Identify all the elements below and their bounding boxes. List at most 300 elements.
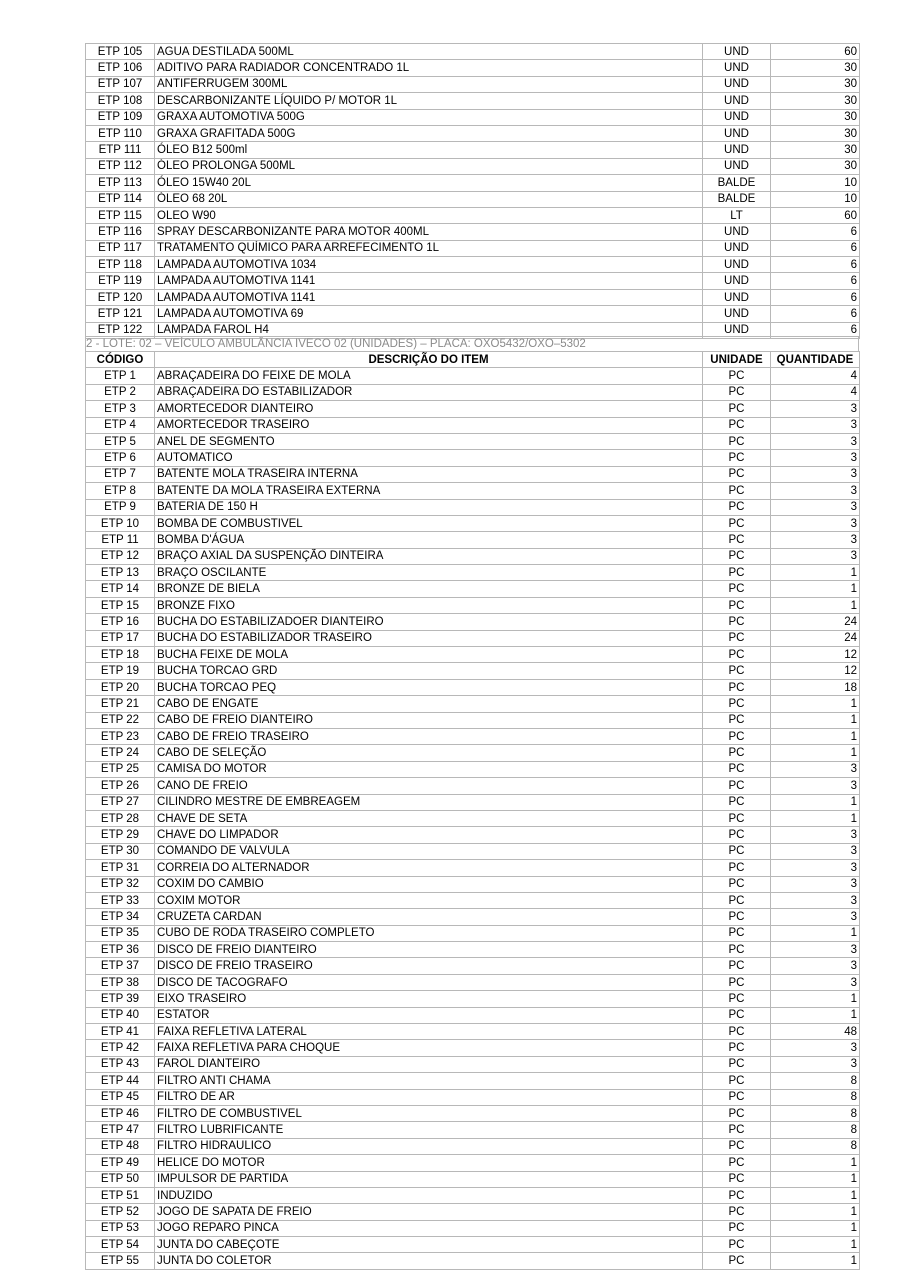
item-description: BRAÇO AXIAL DA SUSPENÇÃO DINTEIRA — [155, 548, 703, 564]
table-row — [86, 728, 860, 744]
item-description: ESTATOR — [155, 1007, 703, 1023]
item-unit: PC — [703, 515, 771, 531]
item-quantity: 24 — [771, 614, 860, 630]
table-row — [86, 614, 860, 630]
item-unit: PC — [703, 1138, 771, 1154]
item-quantity: 48 — [771, 1024, 860, 1040]
item-unit: PC — [703, 909, 771, 925]
lot-2-title: 2 - LOTE: 02 – VEÍCULO AMBULÂNCIA IVECO 02 (UNIDADES) – PLACA: OXO5432/OXO–5302 — [85, 336, 859, 351]
table-row — [86, 958, 860, 974]
item-quantity: 60 — [771, 44, 860, 60]
item-quantity: 3 — [771, 466, 860, 482]
item-unit: PC — [703, 925, 771, 941]
item-code: ETP 109 — [86, 109, 155, 125]
item-description: CHAVE DO LIMPADOR — [155, 827, 703, 843]
item-description: COMANDO DE VALVULA — [155, 843, 703, 859]
item-unit: PC — [703, 1040, 771, 1056]
table-row — [86, 679, 860, 695]
item-code: ETP 49 — [86, 1155, 155, 1171]
item-quantity: 1 — [771, 728, 860, 744]
table-row — [86, 450, 860, 466]
item-unit: PC — [703, 1122, 771, 1138]
item-unit: UND — [703, 257, 771, 273]
item-quantity: 8 — [771, 1089, 860, 1105]
items-table-body — [86, 368, 860, 1269]
item-quantity: 1 — [771, 991, 860, 1007]
item-code: ETP 1 — [86, 368, 155, 384]
item-unit: PC — [703, 384, 771, 400]
item-quantity: 3 — [771, 515, 860, 531]
item-quantity: 6 — [771, 322, 860, 338]
item-quantity: 3 — [771, 499, 860, 515]
table-row — [86, 109, 860, 125]
item-code: ETP 46 — [86, 1105, 155, 1121]
table-row — [86, 1122, 860, 1138]
item-quantity: 3 — [771, 860, 860, 876]
item-description: BUCHA TORCAO GRD — [155, 663, 703, 679]
item-unit: PC — [703, 712, 771, 728]
item-description: BRONZE DE BIELA — [155, 581, 703, 597]
item-unit: UND — [703, 322, 771, 338]
table-row — [86, 191, 860, 207]
item-quantity: 8 — [771, 1073, 860, 1089]
item-unit: PC — [703, 1089, 771, 1105]
item-code: ETP 13 — [86, 565, 155, 581]
table-row — [86, 515, 860, 531]
item-description: CRUZETA CARDAN — [155, 909, 703, 925]
table-row — [86, 597, 860, 613]
table-row — [86, 942, 860, 958]
item-description: BRAÇO OSCILANTE — [155, 565, 703, 581]
item-unit: PC — [703, 745, 771, 761]
item-unit: PC — [703, 466, 771, 482]
item-code: ETP 18 — [86, 647, 155, 663]
item-quantity: 6 — [771, 224, 860, 240]
table-row — [86, 532, 860, 548]
table-row — [86, 1007, 860, 1023]
item-description: ÓLEO 68 20L — [155, 191, 703, 207]
table-row — [86, 384, 860, 400]
item-description: BUCHA DO ESTABILIZADOR TRASEIRO — [155, 630, 703, 646]
table-row — [86, 1155, 860, 1171]
item-unit: PC — [703, 565, 771, 581]
item-code: ETP 119 — [86, 273, 155, 289]
table-row — [86, 1138, 860, 1154]
item-code: ETP 52 — [86, 1204, 155, 1220]
item-code: ETP 35 — [86, 925, 155, 941]
item-unit: PC — [703, 696, 771, 712]
item-unit: PC — [703, 974, 771, 990]
item-unit: PC — [703, 1073, 771, 1089]
item-quantity: 1 — [771, 1204, 860, 1220]
item-description: ANEL DE SEGMENTO — [155, 433, 703, 449]
table-row — [86, 175, 860, 191]
table-row — [86, 647, 860, 663]
item-unit: PC — [703, 597, 771, 613]
table-row — [86, 483, 860, 499]
item-unit: PC — [703, 991, 771, 1007]
item-code: ETP 122 — [86, 322, 155, 338]
table-row — [86, 630, 860, 646]
item-description: LAMPADA AUTOMOTIVA 1141 — [155, 289, 703, 305]
item-quantity: 6 — [771, 257, 860, 273]
item-quantity: 6 — [771, 240, 860, 256]
item-code: ETP 30 — [86, 843, 155, 859]
item-quantity: 3 — [771, 1040, 860, 1056]
item-unit: PC — [703, 417, 771, 433]
item-quantity: 30 — [771, 76, 860, 92]
item-code: ETP 27 — [86, 794, 155, 810]
item-unit: PC — [703, 1253, 771, 1269]
item-quantity: 8 — [771, 1105, 860, 1121]
item-code: ETP 44 — [86, 1073, 155, 1089]
item-code: ETP 16 — [86, 614, 155, 630]
item-description: DISCO DE FREIO DIANTEIRO — [155, 942, 703, 958]
item-code: ETP 115 — [86, 207, 155, 223]
item-quantity: 30 — [771, 93, 860, 109]
item-quantity: 1 — [771, 745, 860, 761]
table-row — [86, 417, 860, 433]
item-quantity: 1 — [771, 1237, 860, 1253]
items-table-body — [86, 44, 860, 339]
item-description: CORREIA DO ALTERNADOR — [155, 860, 703, 876]
item-quantity: 12 — [771, 663, 860, 679]
item-description: ÓLEO B12 500ml — [155, 142, 703, 158]
item-quantity: 60 — [771, 207, 860, 223]
item-code: ETP 6 — [86, 450, 155, 466]
item-code: ETP 42 — [86, 1040, 155, 1056]
item-unit: PC — [703, 761, 771, 777]
item-code: ETP 33 — [86, 892, 155, 908]
item-code: ETP 111 — [86, 142, 155, 158]
item-description: INDUZIDO — [155, 1187, 703, 1203]
header-quantity: QUANTIDADE — [771, 352, 860, 368]
item-description: CABO DE FREIO DIANTEIRO — [155, 712, 703, 728]
item-description: FILTRO HIDRAULICO — [155, 1138, 703, 1154]
item-unit: PC — [703, 876, 771, 892]
item-unit: PC — [703, 630, 771, 646]
item-description: CABO DE SELEÇÃO — [155, 745, 703, 761]
item-unit: UND — [703, 76, 771, 92]
item-description: COXIM MOTOR — [155, 892, 703, 908]
item-unit: UND — [703, 273, 771, 289]
table-row — [86, 368, 860, 384]
item-description: TRATAMENTO QUÍMICO PARA ARREFECIMENTO 1L — [155, 240, 703, 256]
item-code: ETP 112 — [86, 158, 155, 174]
item-description: GRAXA GRAFITADA 500G — [155, 125, 703, 141]
table-row — [86, 925, 860, 941]
item-code: ETP 41 — [86, 1024, 155, 1040]
item-unit: PC — [703, 860, 771, 876]
table-header — [86, 352, 860, 368]
table-row — [86, 991, 860, 1007]
item-unit: BALDE — [703, 175, 771, 191]
item-description: EIXO TRASEIRO — [155, 991, 703, 1007]
item-code: ETP 114 — [86, 191, 155, 207]
item-code: ETP 2 — [86, 384, 155, 400]
item-code: ETP 5 — [86, 433, 155, 449]
item-quantity: 30 — [771, 60, 860, 76]
item-description: ABRAÇADEIRA DO FEIXE DE MOLA — [155, 368, 703, 384]
items-table-lot2 — [85, 351, 860, 1270]
item-quantity: 1 — [771, 925, 860, 941]
item-description: JOGO DE SAPATA DE FREIO — [155, 1204, 703, 1220]
table-row — [86, 433, 860, 449]
table-row — [86, 60, 860, 76]
item-quantity: 3 — [771, 532, 860, 548]
item-description: CANO DE FREIO — [155, 778, 703, 794]
header-unit: UNIDADE — [703, 352, 771, 368]
item-unit: UND — [703, 158, 771, 174]
item-unit: PC — [703, 614, 771, 630]
table-row — [86, 1171, 860, 1187]
item-code: ETP 24 — [86, 745, 155, 761]
table-row — [86, 401, 860, 417]
item-quantity: 1 — [771, 1155, 860, 1171]
table-row — [86, 1187, 860, 1203]
item-description: CUBO DE RODA TRASEIRO COMPLETO — [155, 925, 703, 941]
table-row — [86, 663, 860, 679]
table-row — [86, 810, 860, 826]
table-row — [86, 44, 860, 60]
item-unit: PC — [703, 1056, 771, 1072]
item-quantity: 30 — [771, 109, 860, 125]
item-quantity: 3 — [771, 483, 860, 499]
item-description: DISCO DE TACOGRAFO — [155, 974, 703, 990]
table-row — [86, 794, 860, 810]
item-description: ÓLEO 15W40 20L — [155, 175, 703, 191]
item-description: CABO DE FREIO TRASEIRO — [155, 728, 703, 744]
table-row — [86, 712, 860, 728]
item-description: AMORTECEDOR DIANTEIRO — [155, 401, 703, 417]
item-quantity: 1 — [771, 1253, 860, 1269]
item-description: LAMPADA AUTOMOTIVA 69 — [155, 306, 703, 322]
item-description: BATERIA DE 150 H — [155, 499, 703, 515]
item-unit: PC — [703, 647, 771, 663]
item-unit: PC — [703, 827, 771, 843]
item-code: ETP 40 — [86, 1007, 155, 1023]
item-unit: UND — [703, 109, 771, 125]
item-unit: UND — [703, 224, 771, 240]
item-quantity: 1 — [771, 565, 860, 581]
item-code: ETP 106 — [86, 60, 155, 76]
table-row — [86, 761, 860, 777]
item-code: ETP 118 — [86, 257, 155, 273]
item-description: CILINDRO MESTRE DE EMBREAGEM — [155, 794, 703, 810]
item-unit: PC — [703, 1024, 771, 1040]
item-code: ETP 117 — [86, 240, 155, 256]
item-unit: PC — [703, 663, 771, 679]
item-quantity: 6 — [771, 306, 860, 322]
item-description: LAMPADA AUTOMOTIVA 1034 — [155, 257, 703, 273]
item-unit: PC — [703, 1204, 771, 1220]
item-description: ÓLEO PROLONGA 500ML — [155, 158, 703, 174]
item-unit: PC — [703, 433, 771, 449]
item-quantity: 3 — [771, 909, 860, 925]
item-unit: UND — [703, 125, 771, 141]
item-description: BOMBA DE COMBUSTIVEL — [155, 515, 703, 531]
item-unit: UND — [703, 44, 771, 60]
item-quantity: 1 — [771, 712, 860, 728]
item-description: DESCARBONIZANTE LÍQUIDO P/ MOTOR 1L — [155, 93, 703, 109]
item-quantity: 3 — [771, 827, 860, 843]
item-unit: PC — [703, 368, 771, 384]
item-unit: UND — [703, 142, 771, 158]
item-description: JUNTA DO COLETOR — [155, 1253, 703, 1269]
item-unit: PC — [703, 892, 771, 908]
item-quantity: 3 — [771, 942, 860, 958]
table-row — [86, 224, 860, 240]
item-quantity: 3 — [771, 433, 860, 449]
table-row — [86, 1220, 860, 1236]
item-unit: PC — [703, 581, 771, 597]
item-quantity: 8 — [771, 1138, 860, 1154]
item-quantity: 30 — [771, 142, 860, 158]
item-code: ETP 36 — [86, 942, 155, 958]
table-row — [86, 548, 860, 564]
item-quantity: 1 — [771, 1007, 860, 1023]
item-quantity: 3 — [771, 1056, 860, 1072]
item-unit: PC — [703, 942, 771, 958]
item-quantity: 3 — [771, 401, 860, 417]
item-description: FAIXA REFLETIVA PARA CHOQUE — [155, 1040, 703, 1056]
item-description: GRAXA AUTOMOTIVA 500G — [155, 109, 703, 125]
table-row — [86, 289, 860, 305]
table-row — [86, 257, 860, 273]
item-code: ETP 39 — [86, 991, 155, 1007]
item-description: ADITIVO PARA RADIADOR CONCENTRADO 1L — [155, 60, 703, 76]
item-code: ETP 43 — [86, 1056, 155, 1072]
item-description: OLEO W90 — [155, 207, 703, 223]
table-row — [86, 1056, 860, 1072]
item-unit: PC — [703, 532, 771, 548]
item-unit: PC — [703, 810, 771, 826]
item-code: ETP 12 — [86, 548, 155, 564]
item-quantity: 1 — [771, 794, 860, 810]
item-code: ETP 51 — [86, 1187, 155, 1203]
table-row — [86, 565, 860, 581]
table-row — [86, 892, 860, 908]
item-quantity: 3 — [771, 876, 860, 892]
item-quantity: 3 — [771, 974, 860, 990]
item-quantity: 3 — [771, 843, 860, 859]
item-description: FAIXA REFLETIVA LATERAL — [155, 1024, 703, 1040]
item-code: ETP 25 — [86, 761, 155, 777]
item-quantity: 6 — [771, 289, 860, 305]
item-code: ETP 14 — [86, 581, 155, 597]
item-quantity: 1 — [771, 1220, 860, 1236]
table-row — [86, 158, 860, 174]
item-code: ETP 53 — [86, 1220, 155, 1236]
table-row — [86, 142, 860, 158]
item-code: ETP 116 — [86, 224, 155, 240]
item-quantity: 3 — [771, 778, 860, 794]
header-description: DESCRIÇÃO DO ITEM — [155, 352, 703, 368]
table-row — [86, 1204, 860, 1220]
item-quantity: 24 — [771, 630, 860, 646]
table-row — [86, 778, 860, 794]
table-row — [86, 125, 860, 141]
item-code: ETP 45 — [86, 1089, 155, 1105]
item-code: ETP 110 — [86, 125, 155, 141]
item-quantity: 1 — [771, 1187, 860, 1203]
item-description: ANTIFERRUGEM 300ML — [155, 76, 703, 92]
item-quantity: 1 — [771, 810, 860, 826]
item-unit: UND — [703, 306, 771, 322]
table-row — [86, 76, 860, 92]
item-unit: PC — [703, 1007, 771, 1023]
item-quantity: 1 — [771, 597, 860, 613]
item-unit: PC — [703, 1105, 771, 1121]
table-row — [86, 745, 860, 761]
item-unit: PC — [703, 778, 771, 794]
item-unit: PC — [703, 1237, 771, 1253]
item-code: ETP 4 — [86, 417, 155, 433]
item-code: ETP 29 — [86, 827, 155, 843]
table-row — [86, 1089, 860, 1105]
item-quantity: 10 — [771, 191, 860, 207]
item-code: ETP 55 — [86, 1253, 155, 1269]
item-unit: PC — [703, 401, 771, 417]
table-row — [86, 581, 860, 597]
item-description: FILTRO DE AR — [155, 1089, 703, 1105]
item-code: ETP 21 — [86, 696, 155, 712]
item-description: FILTRO LUBRIFICANTE — [155, 1122, 703, 1138]
item-unit: LT — [703, 207, 771, 223]
header-code: CÓDIGO — [86, 352, 155, 368]
item-code: ETP 19 — [86, 663, 155, 679]
item-code: ETP 31 — [86, 860, 155, 876]
table-row — [86, 860, 860, 876]
item-quantity: 3 — [771, 761, 860, 777]
item-code: ETP 120 — [86, 289, 155, 305]
item-code: ETP 107 — [86, 76, 155, 92]
item-unit: UND — [703, 289, 771, 305]
item-unit: PC — [703, 499, 771, 515]
item-code: ETP 38 — [86, 974, 155, 990]
item-description: JUNTA DO CABEÇOTE — [155, 1237, 703, 1253]
table-row — [86, 466, 860, 482]
item-unit: UND — [703, 240, 771, 256]
item-description: LAMPADA AUTOMOTIVA 1141 — [155, 273, 703, 289]
item-description: AGUA DESTILADA 500ML — [155, 44, 703, 60]
item-description: BATENTE DA MOLA TRASEIRA EXTERNA — [155, 483, 703, 499]
item-unit: PC — [703, 958, 771, 974]
item-code: ETP 23 — [86, 728, 155, 744]
table-row — [86, 974, 860, 990]
item-description: BOMBA D'ÁGUA — [155, 532, 703, 548]
item-quantity: 4 — [771, 368, 860, 384]
item-code: ETP 26 — [86, 778, 155, 794]
item-code: ETP 105 — [86, 44, 155, 60]
table-row — [86, 1040, 860, 1056]
items-table-lot1-continuation — [85, 43, 860, 339]
item-description: BRONZE FIXO — [155, 597, 703, 613]
item-description: COXIM DO CAMBIO — [155, 876, 703, 892]
item-unit: PC — [703, 1155, 771, 1171]
item-code: ETP 9 — [86, 499, 155, 515]
item-description: CAMISA DO MOTOR — [155, 761, 703, 777]
item-quantity: 3 — [771, 450, 860, 466]
item-code: ETP 108 — [86, 93, 155, 109]
item-code: ETP 20 — [86, 679, 155, 695]
item-quantity: 3 — [771, 958, 860, 974]
item-code: ETP 54 — [86, 1237, 155, 1253]
item-unit: PC — [703, 483, 771, 499]
table-row — [86, 207, 860, 223]
item-description: CABO DE ENGATE — [155, 696, 703, 712]
item-quantity: 3 — [771, 548, 860, 564]
